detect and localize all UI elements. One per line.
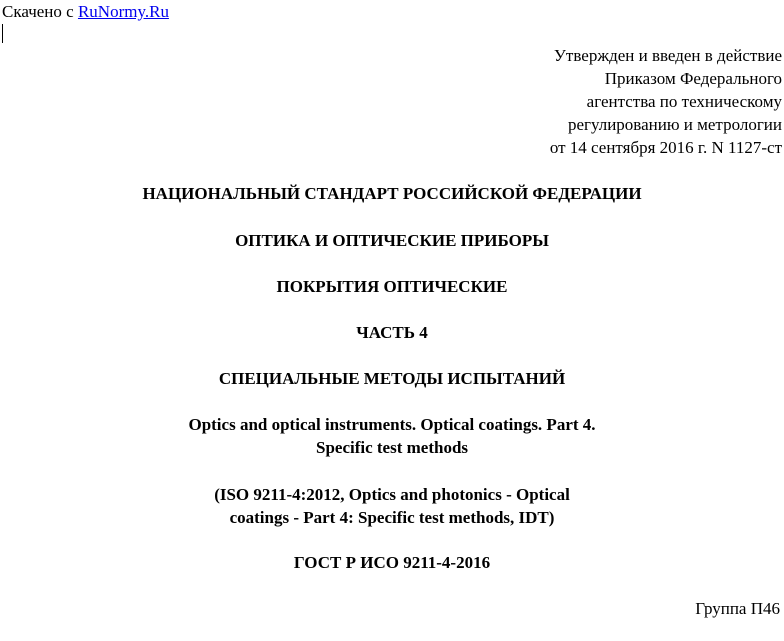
english-title xyxy=(0,413,784,459)
approval-block xyxy=(362,44,782,159)
iso-reference-line: coatings - Part 4: Specific test methods, IDT) xyxy=(229,508,555,527)
coatings-heading: ПОКРЫТИЯ ОПТИЧЕСКИЕ xyxy=(276,277,508,296)
source-line xyxy=(2,2,169,22)
text-cursor xyxy=(2,24,3,43)
english-title-line: Optics and optical instruments. Optical coatings. Part 4. xyxy=(188,415,596,434)
english-title-line: Specific test methods xyxy=(315,438,469,457)
gost-designation: ГОСТ Р ИСО 9211-4-2016 xyxy=(293,553,491,572)
approval-line: от 14 сентября 2016 г. N 1127-ст xyxy=(549,138,782,157)
national-standard-heading: НАЦИОНАЛЬНЫЙ СТАНДАРТ РОССИЙСКОЙ ФЕДЕРАЦИИ xyxy=(142,184,642,203)
approval-line: Приказом Федерального xyxy=(604,69,782,88)
approval-line: агентства по техническому xyxy=(586,92,782,111)
optics-heading: ОПТИКА И ОПТИЧЕСКИЕ ПРИБОРЫ xyxy=(235,231,549,250)
source-prefix: Скачено с xyxy=(2,2,78,21)
approval-line: Утвержден и введен в действие xyxy=(553,46,782,65)
group-code: Группа П46 xyxy=(695,599,780,618)
iso-reference xyxy=(0,483,784,529)
runormy-link[interactable]: RuNormy.Ru xyxy=(77,2,169,21)
methods-heading: СПЕЦИАЛЬНЫЕ МЕТОДЫ ИСПЫТАНИЙ xyxy=(218,369,566,388)
approval-line: регулированию и метрологии xyxy=(567,115,782,134)
part-heading: ЧАСТЬ 4 xyxy=(356,323,428,342)
iso-reference-line: (ISO 9211-4:2012, Optics and photonics - Optical xyxy=(214,485,570,504)
